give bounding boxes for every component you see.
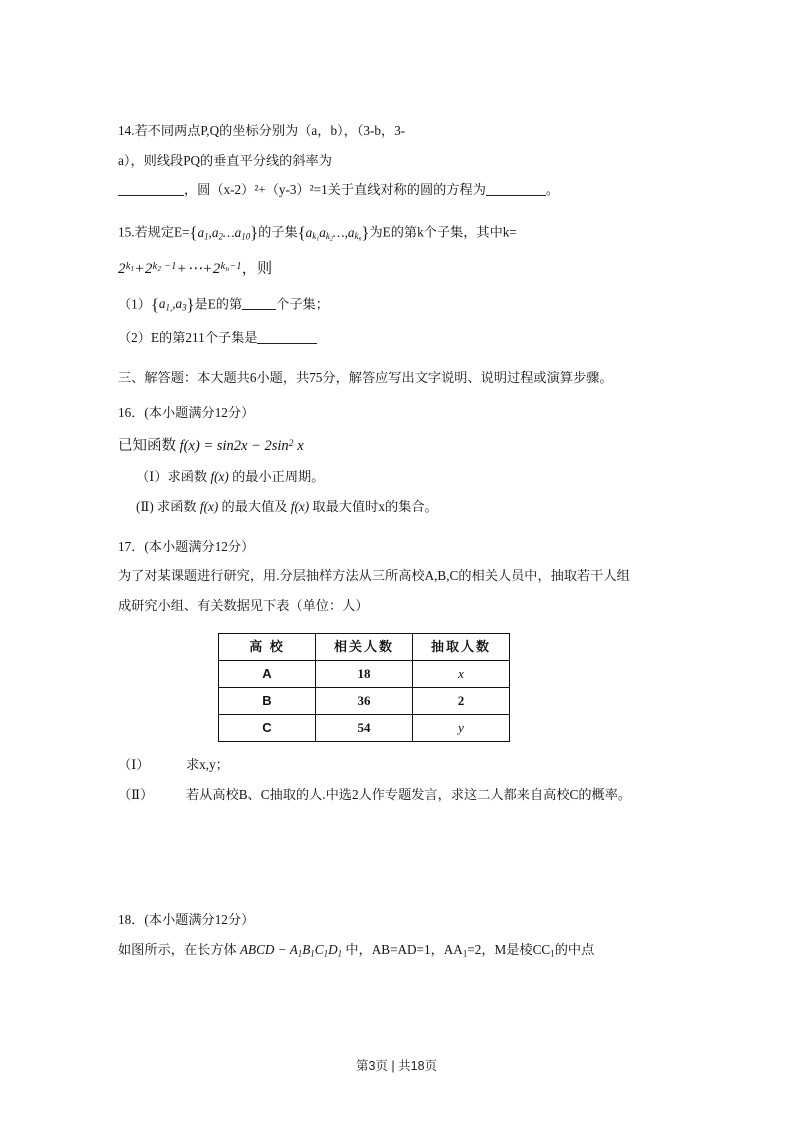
q15-sub1-set: $a_{1,},a_3$ [158,296,187,313]
q14-line-1: 14.若不同两点P,Q的坐标分别为（a，b），（3-b，3- [118,123,406,138]
q15-intro-mid: 的子集 [258,224,298,240]
row-b-school: B [219,687,316,714]
q16-sub1: （Ⅰ）求函数 f(x) 的最小正周期。 [136,469,325,485]
q15-sub1 [118,289,701,321]
question-18 [118,907,701,963]
section-3-text: 三、解答题：本大题共6小题，共75分，解答应写出文字说明、说明过程或演算步骤。 [118,369,613,385]
table-row [219,687,510,714]
q15-blank-1 [242,296,276,310]
q15-blank-2 [257,330,317,344]
row-b-sampled: 2 [413,687,510,714]
q14-line-3-end: 。 [545,182,560,198]
q18-head: 18．(本小题满分12分） [118,912,255,928]
brace-open-3-icon: { [150,294,159,314]
q16-given-formula: $f(x) = \sin 2x - 2\sin^2$ x [179,437,304,454]
brace-open-2-icon: { [297,223,306,243]
question-16 [118,400,701,519]
q15-intro-suffix: 为E的第k个子集，其中k= [369,224,517,240]
section-3-heading [118,365,701,391]
table-header-school: 高 校 [219,633,316,660]
brace-close-3-icon: } [186,294,195,314]
q15-sub2 [118,325,701,351]
q17-sub2 [118,782,701,808]
q15-sub2-text: （2）E的第211个子集是 [118,329,258,345]
table-row [219,714,510,741]
table-row [219,660,510,687]
q16-sub2: (Ⅱ) 求函数 f(x) 的最大值及 f(x) 取最大值时x的集合。 [136,499,438,514]
q15-intro-prefix: 15.若规定E= [118,224,190,240]
q15-sub1-text-b: 个子集； [276,296,329,312]
brace-close-2-icon: } [361,223,370,243]
q15-sub1-label: （1） [118,296,151,312]
brace-close-icon: } [250,223,259,243]
q17-sub2-text: 若从高校B、C抽取的人.中选2人作专题发言，求这二人都来自高校C的概率。 [186,786,632,802]
row-c-school: C [219,714,316,741]
q17-sub1 [118,752,701,778]
row-b-related: 36 [316,687,413,714]
q17-sub1-label: （Ⅰ） [118,756,150,772]
q15-set1: $a_1,a_2\dots a_{10}$ [197,224,251,242]
q15-formula-math: $2^{k_1}+2^{k_2 -1}+\cdots+2^{k_n-1}$ [118,261,242,278]
q16-given [118,432,701,460]
q14-line-3 [118,177,701,203]
q14-blank-2 [486,182,546,196]
q15-set2: $a_{k_1}a_{k_2}\dots,a_{k_n}$ [305,224,362,244]
sampling-table [218,633,510,742]
q14-line-3-text: ，圆（x-2）²+（y-3）²=1关于直线对称的圆的方程为 [184,182,486,198]
question-14 [118,118,701,203]
q17-body-1: 为了对某课题进行研究，用.分层抽样方法从三所高校A,B,C的相关人员中，抽取若干人组 [118,568,630,584]
q17-sub2-label: （Ⅱ） [118,786,154,802]
q16-fx-3: f(x) [290,499,310,514]
q15-intro [118,217,701,249]
brace-open-icon: { [189,223,198,243]
row-c-related: 54 [316,714,413,741]
q16-fx-2: f(x) [199,499,219,514]
row-a-related: 18 [316,660,413,687]
table-header-sampled: 抽取人数 [413,633,510,660]
q17-sub1-text: 求x,y； [186,756,229,772]
table-header-row [219,633,510,660]
q14-line-2 [118,148,701,174]
q15-formula: $2^{k_1}+2^{k_2 -1}+\cdots+2^{k_n-1}$，则 [118,261,273,278]
q16-head: 16．(本小题满分12分） [118,405,255,421]
q15-sub1-text-a: 是E的第 [194,296,243,312]
q18-solid-name: ABCD − $A_1B_1C_1D_1$ [239,942,343,959]
question-17 [118,534,701,808]
question-15 [118,217,701,350]
row-a-school: A [219,660,316,687]
q16-given-label: 已知函数 [118,438,176,454]
table-header-related: 相关人数 [316,633,413,660]
q18-body: 如图所示，在长方体 ABCD − $A_1B_1C_1D_1$ 中，AB=AD=1，$AA_1=2$，M是棱$CC_1$的中点 [118,942,595,959]
page-footer: 第3页 | 共18页 [355,1059,438,1073]
row-c-sampled: y [413,714,510,741]
q14-line-2-text: a），则线段PQ的垂直平分线的斜率为 [118,152,332,168]
q16-fx-1: f(x) [210,469,229,485]
row-a-sampled: x [413,660,510,687]
q17-body-2: 成研究小组、有关数据见下表（单位：人） [118,598,369,614]
q17-head: 17．(本小题满分12分） [118,538,255,554]
q14-blank-1 [118,182,184,196]
